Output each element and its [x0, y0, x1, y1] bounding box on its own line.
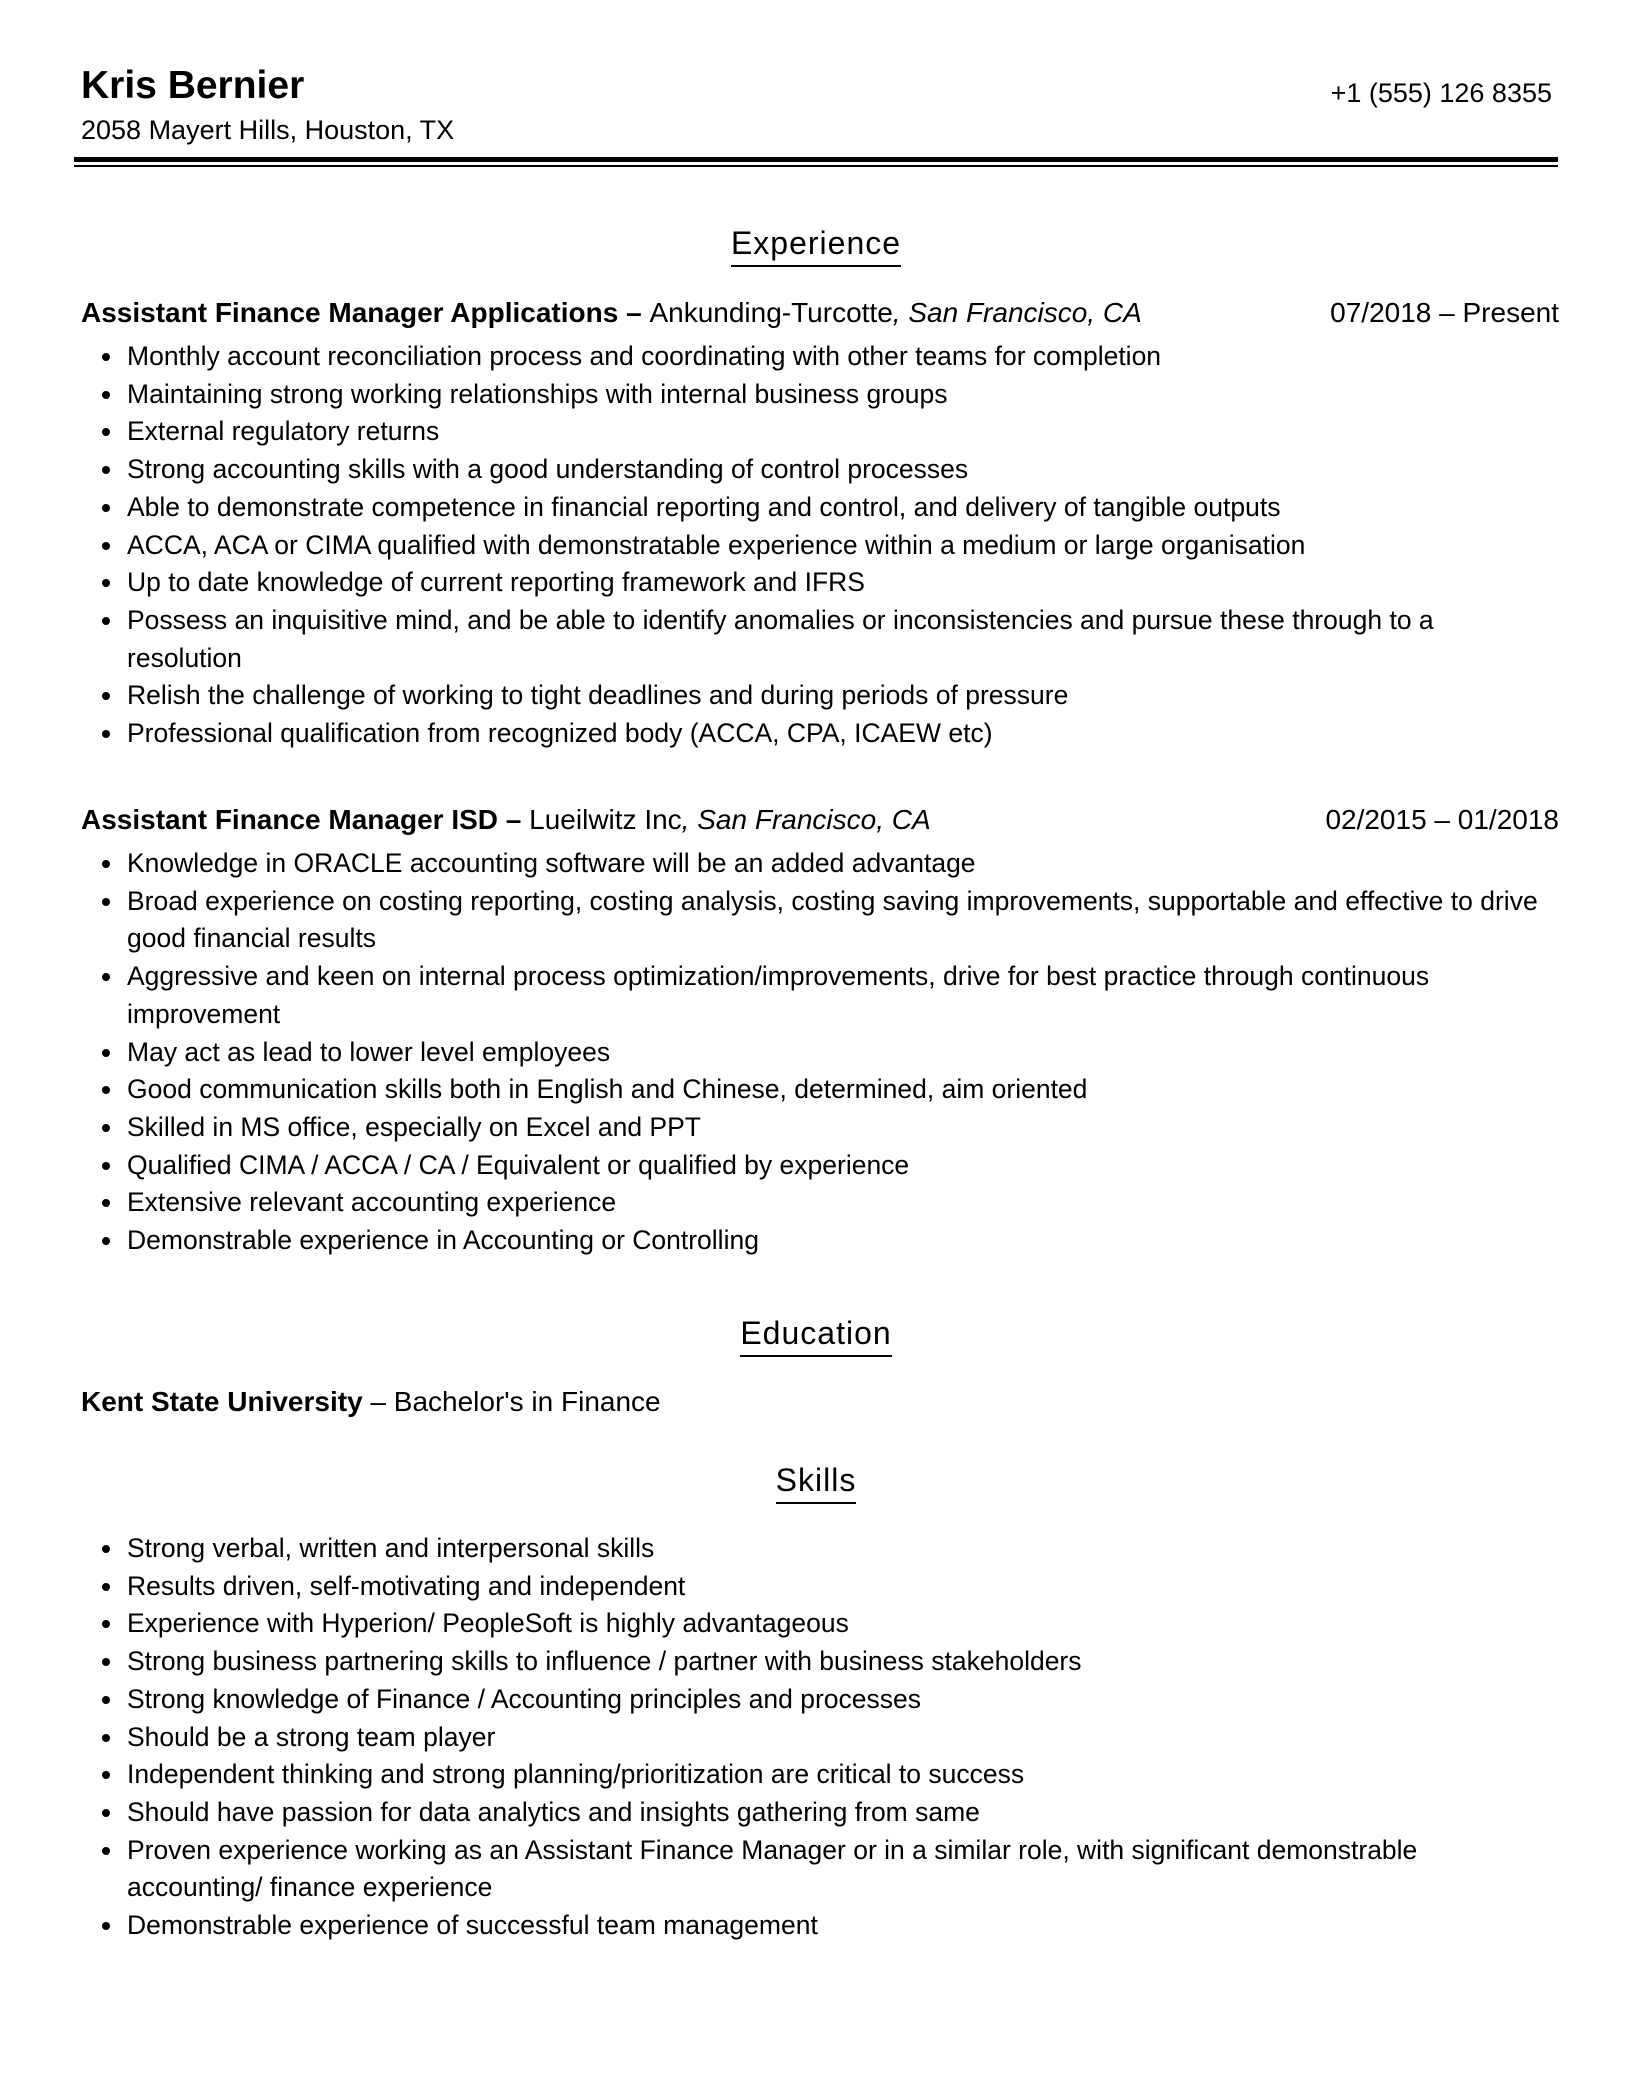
skills-heading — [0, 1460, 1632, 1500]
job-location: San Francisco, CA — [908, 297, 1142, 328]
job-header-1 — [81, 295, 1559, 331]
education-heading — [0, 1313, 1632, 1353]
list-item: ACCA, ACA or CIMA qualified with demonstratable experience within a medium or large organisation — [81, 527, 1551, 565]
header-divider-thin — [74, 165, 1558, 167]
job-location-sep: , — [892, 297, 909, 328]
list-item: Experience with Hyperion/ PeopleSoft is highly advantageous — [81, 1605, 1551, 1643]
job-location-sep: , — [681, 804, 698, 835]
job-company: Ankunding-Turcotte — [649, 297, 893, 328]
job-dates: 02/2015 – 01/2018 — [1325, 804, 1559, 835]
list-item: External regulatory returns — [81, 413, 1551, 451]
job-company: Lueilwitz Inc — [529, 804, 682, 835]
job-1-bullets — [81, 338, 1551, 753]
list-item: Strong verbal, written and interpersonal skills — [81, 1530, 1551, 1568]
education-heading-text: Education — [740, 1315, 891, 1357]
list-item: Results driven, self-motivating and independent — [81, 1568, 1551, 1606]
job-2-bullets — [81, 845, 1551, 1260]
list-item: Aggressive and keen on internal process optimization/improvements, drive for best practice through continuous improvement — [81, 958, 1551, 1033]
candidate-name: Kris Bernier — [81, 64, 305, 107]
candidate-address: 2058 Mayert Hills, Houston, TX — [81, 115, 455, 145]
list-item: Should have passion for data analytics and insights gathering from same — [81, 1794, 1551, 1832]
list-item: Demonstrable experience in Accounting or Controlling — [81, 1222, 1551, 1260]
list-item: Good communication skills both in English and Chinese, determined, aim oriented — [81, 1071, 1551, 1109]
list-item: Independent thinking and strong planning/prioritization are critical to success — [81, 1756, 1551, 1794]
skills-heading-text: Skills — [776, 1462, 857, 1504]
header-divider-thick — [74, 157, 1558, 162]
list-item: Proven experience working as an Assistant Finance Manager or in a similar role, with significant demonstrable accounting/ finance experience — [81, 1832, 1551, 1907]
education-entry — [81, 1384, 661, 1420]
candidate-phone: +1 (555) 126 8355 — [1330, 78, 1552, 108]
list-item: Strong accounting skills with a good understanding of control processes — [81, 451, 1551, 489]
list-item: Knowledge in ORACLE accounting software will be an added advantage — [81, 845, 1551, 883]
job-title-dash: – — [498, 804, 530, 835]
list-item: Demonstrable experience of successful team management — [81, 1907, 1551, 1945]
list-item: Skilled in MS office, especially on Excel and PPT — [81, 1109, 1551, 1147]
education-dash: – — [362, 1386, 394, 1417]
list-item: Maintaining strong working relationships with internal business groups — [81, 376, 1551, 414]
skills-bullets — [81, 1530, 1551, 1945]
job-title-dash: – — [618, 297, 650, 328]
list-item: Able to demonstrate competence in financial reporting and control, and delivery of tangible outputs — [81, 489, 1551, 527]
job-title: Assistant Finance Manager ISD — [81, 804, 499, 835]
experience-heading-text: Experience — [731, 225, 901, 267]
list-item: Strong business partnering skills to influence / partner with business stakeholders — [81, 1643, 1551, 1681]
list-item: Qualified CIMA / ACCA / CA / Equivalent or qualified by experience — [81, 1147, 1551, 1185]
list-item: May act as lead to lower level employees — [81, 1034, 1551, 1072]
job-location: San Francisco, CA — [697, 804, 931, 835]
list-item: Possess an inquisitive mind, and be able to identify anomalies or inconsistencies and pursue these through to a resolution — [81, 602, 1551, 677]
list-item: Extensive relevant accounting experience — [81, 1184, 1551, 1222]
job-title: Assistant Finance Manager Applications — [81, 297, 619, 328]
list-item: Monthly account reconciliation process and coordinating with other teams for completion — [81, 338, 1551, 376]
list-item: Relish the challenge of working to tight deadlines and during periods of pressure — [81, 677, 1551, 715]
experience-heading — [0, 223, 1632, 263]
list-item: Professional qualification from recognized body (ACCA, CPA, ICAEW etc) — [81, 715, 1551, 753]
education-degree: Bachelor's in Finance — [393, 1386, 661, 1417]
list-item: Up to date knowledge of current reporting framework and IFRS — [81, 564, 1551, 602]
job-header-2 — [81, 802, 1559, 838]
list-item: Strong knowledge of Finance / Accounting principles and processes — [81, 1681, 1551, 1719]
list-item: Should be a strong team player — [81, 1719, 1551, 1757]
job-dates: 07/2018 – Present — [1330, 297, 1559, 328]
list-item: Broad experience on costing reporting, costing analysis, costing saving improvements, supportable and effective to drive good financial results — [81, 883, 1551, 958]
education-school: Kent State University — [81, 1386, 363, 1417]
